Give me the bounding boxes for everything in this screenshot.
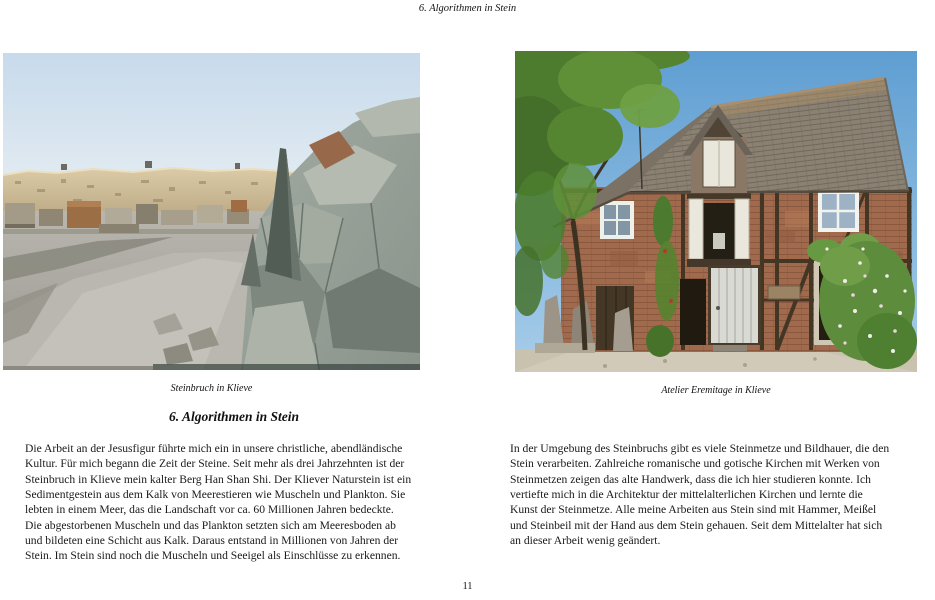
running-header: 6. Algorithmen in Stein [418, 3, 517, 14]
paragraph-line: Die abgestorbenen Muscheln und das Plankton setzten sich am Meeresboden ab [25, 518, 396, 532]
paragraph-line: lebten in einem Meer, das die Landschaft vor ca. 60 Millionen Jahren bedeckte. [25, 503, 394, 517]
quarry-photo [3, 53, 420, 370]
section-heading: 6. Algorithmen in Stein [168, 409, 300, 424]
house-illustration [515, 51, 917, 372]
page-number: 11 [462, 581, 473, 592]
paragraph-line: und Steinbeil mit der Hand aus dem Stein gehauen. Seit dem Mittelalter hat sich [510, 518, 883, 532]
paragraph-line: Die Arbeit an der Jesusfigur führte mich ein in unsere christliche, abendländische [25, 442, 403, 455]
paragraph-line: Kunst der Steinmetze. Alle meine Arbeiten aus Stein sind mit Hammer, Meißel [510, 503, 877, 517]
paragraph-line: Steinmetzen zeigen das alte Handwerk, dass die ich hier studieren konnte. Ich [510, 472, 871, 486]
paragraph-line: Sedimentgestein aus dem Kalk von Meerestieren wie Muscheln und Plankton. Sie [25, 488, 406, 502]
paragraph-line: an dieser Arbeit wenig geändert. [510, 534, 661, 548]
paragraph-line: In der Umgebung des Steinbruchs gibt es viele Steinmetze und Bildhauer, die den [510, 442, 890, 455]
paragraph-line: Steinbruch in Klieve mein kalter Berg Han Shan Shi. Der Kliever Naturstein ist ein [25, 472, 412, 486]
right-paragraph [510, 441, 928, 548]
paragraph-line: vertiefte mich in die Architektur der mittelalterlichen Kirchen und lernte die [510, 488, 863, 502]
paragraph-line: Stein. Im Stein sind noch die Muscheln und Seeigel als Einschlüsse zu erkennen. [25, 549, 401, 563]
left-figure-caption: Steinbruch in Klieve [170, 383, 253, 394]
house-photo [515, 51, 917, 372]
quarry-illustration [3, 53, 420, 370]
paragraph-line: Stein verarbeiten. Zahlreiche romanische und gotische Kirchen mit Werken von [510, 457, 880, 471]
left-paragraph [25, 441, 447, 564]
paragraph-line: und bildeten eine Schicht aus Kalk. Daraus entstand in Millionen von Jahren der [25, 534, 399, 548]
paragraph-line: Kultur. Für mich begann die Zeit der Steine. Seit mehr als drei Jahrzehnten ist der [25, 457, 405, 471]
right-figure-caption: Atelier Eremitage in Klieve [661, 385, 771, 396]
